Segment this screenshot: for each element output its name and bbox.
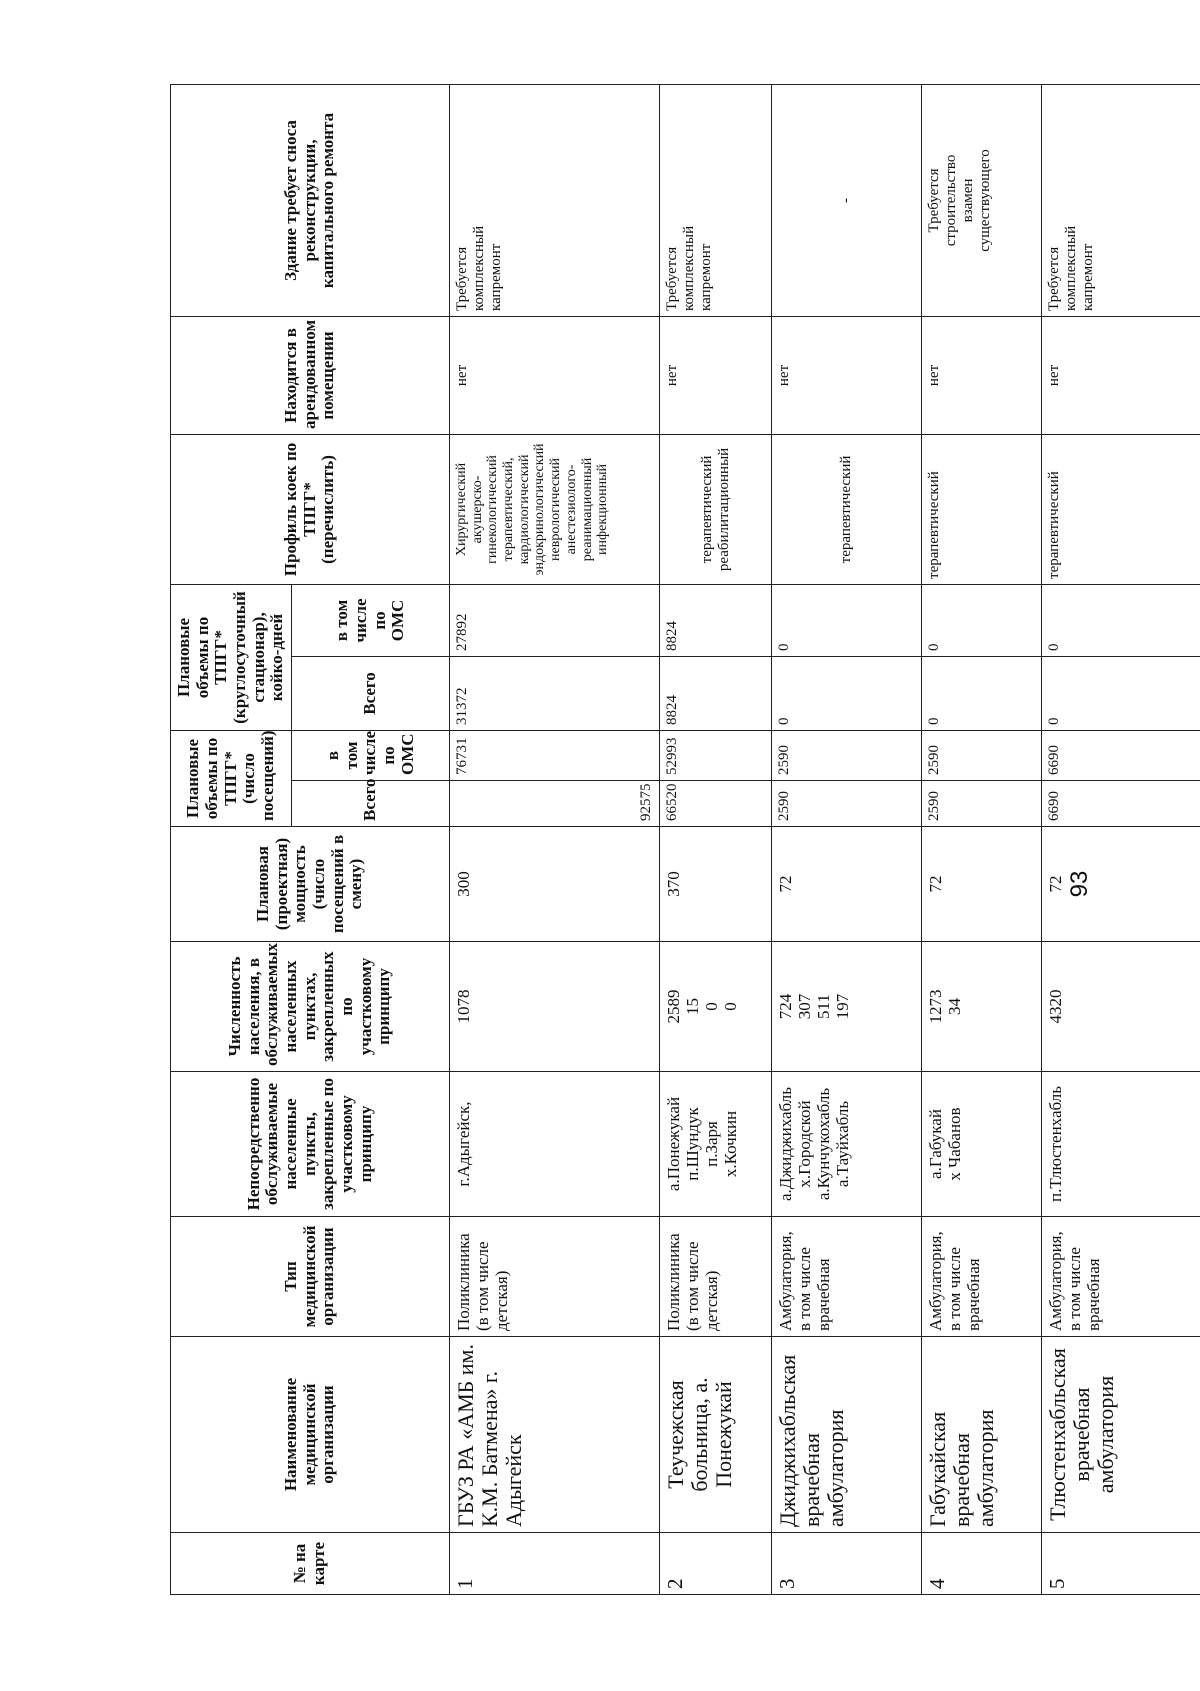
org-name: Джиджихабльская врачебная амбулатория: [772, 1337, 922, 1533]
table-row: [660, 84, 772, 1594]
beds-oms: 0: [1042, 584, 1200, 656]
population: 4320: [1042, 942, 1200, 1072]
beds-total: 31372: [450, 656, 660, 730]
org-name: Тлюстенхабльская врачебная амбулатория: [1042, 1337, 1200, 1533]
bed-profile: терапевтический: [1042, 434, 1200, 584]
header-visits-total: Всего: [292, 781, 450, 827]
served-points: п.Тлюстенхабль: [1042, 1072, 1200, 1217]
beds-total: 8824: [660, 656, 772, 730]
row-num: 4: [922, 1533, 1042, 1595]
repair-status: Требуется комплексный капремонт: [1042, 84, 1200, 316]
header-name: Наименование медицинской организации: [171, 1337, 450, 1533]
bed-profile: терапевтический реабилитационный: [660, 434, 772, 584]
rented: нет: [772, 316, 922, 434]
header-num: № на карте: [171, 1533, 450, 1595]
population: 2589 15 0 0: [660, 942, 772, 1072]
header-repair: Здание требует сноса реконструкции, капитального ремонта: [171, 84, 450, 316]
served-points: а.Понежукай п.Шундук п.Заря х.Кочкин: [660, 1072, 772, 1217]
rotated-page: [170, 85, 1180, 1595]
beds-oms: 8824: [660, 584, 772, 656]
page-number: 93: [1066, 870, 1094, 898]
header-visits-oms: в том числе по ОМС: [292, 730, 450, 780]
header-population: Численность населения, в обслуживаемых населенных пунктах, закрепленных по участковому принципу: [171, 942, 450, 1072]
org-type: Поликлиника (в том числе детская): [450, 1217, 660, 1337]
beds-oms: 0: [922, 584, 1042, 656]
visits-oms: 6690: [1042, 730, 1200, 780]
row-num: 2: [660, 1533, 772, 1595]
beds-total: 0: [922, 656, 1042, 730]
table-row: [922, 84, 1042, 1594]
repair-status: Требуется комплексный капремонт: [660, 84, 772, 316]
visits-total: 2590: [772, 781, 922, 827]
header-capacity: Плановая (проектная) мощность (число посещений в смену): [171, 827, 450, 942]
rented: нет: [922, 316, 1042, 434]
beds-oms: 27892: [450, 584, 660, 656]
visits-oms: 76731: [450, 730, 660, 780]
header-beds-total: Всего: [292, 656, 450, 730]
org-name: Теучежская больница, а. Понежукай: [660, 1337, 772, 1533]
rented: нет: [1042, 316, 1200, 434]
org-type: Поликлиника (в том числе детская): [660, 1217, 772, 1337]
served-points: а.Джиджихабль х.Городской а.Кунчукохабль а.Тауйхабль: [772, 1072, 922, 1217]
population: 1273 34: [922, 942, 1042, 1072]
visits-oms: 2590: [772, 730, 922, 780]
rented: нет: [450, 316, 660, 434]
capacity-value: 72: [1046, 875, 1066, 893]
visits-total: 66520: [660, 781, 772, 827]
repair-status: Требуется комплексный капремонт: [450, 84, 660, 316]
header-beds-oms: в том числе по ОМС: [292, 584, 450, 656]
capacity: [1042, 827, 1200, 942]
visits-total: 92575: [450, 781, 660, 827]
org-name: ГБУЗ РА «АМБ им. К.М. Батмена» г. Адыгейск: [450, 1337, 660, 1533]
repair-status: Требуется строительство взамен существующего: [922, 84, 1042, 316]
beds-total: 0: [1042, 656, 1200, 730]
served-points: г.Адыгейск,: [450, 1072, 660, 1217]
table-row: [772, 84, 922, 1594]
header-visits-group: Плановые объемы по ТПГГ* (число посещений): [171, 730, 292, 826]
visits-oms: 2590: [922, 730, 1042, 780]
served-points: а.Габукай х Чабанов: [922, 1072, 1042, 1217]
rented: нет: [660, 316, 772, 434]
capacity: 72: [772, 827, 922, 942]
visits-total: 6690: [1042, 781, 1200, 827]
population: 724 307 511 197: [772, 942, 922, 1072]
org-type: Амбулатория, в том числе врачебная: [772, 1217, 922, 1337]
table-row: [450, 84, 660, 1594]
header-bed-profile: Профиль коек по ТПГГ* (перечислить): [171, 434, 450, 584]
capacity: 300: [450, 827, 660, 942]
repair-status: -: [772, 84, 922, 316]
bed-profile: терапевтический: [772, 434, 922, 584]
population: 1078: [450, 942, 660, 1072]
header-rented: Находится в арендованном помещении: [171, 316, 450, 434]
visits-oms: 52993: [660, 730, 772, 780]
facilities-table: [170, 84, 1200, 1595]
capacity: 370: [660, 827, 772, 942]
visits-total: 2590: [922, 781, 1042, 827]
row-num: 3: [772, 1533, 922, 1595]
table-row: [1042, 84, 1200, 1594]
bed-profile: терапевтический: [922, 434, 1042, 584]
row-num: 5: [1042, 1533, 1200, 1595]
header-beds-group: Плановые объемы по ТПГГ* (круглосуточный стационар), койко-дней: [171, 584, 292, 730]
org-name: Габукайская врачебная амбулатория: [922, 1337, 1042, 1533]
bed-profile: Хирургический акушерско- гинекологический терапевтический, кардиологический эндокринологический неврологический анестезиолого- реанимационный инфекционный: [450, 434, 660, 584]
header-type: Тип медицинской организации: [171, 1217, 450, 1337]
header-points: Непосредственно обслуживаемые населенные пункты, закрепленные по участковому принципу: [171, 1072, 450, 1217]
org-type: Амбулатория, в том числе врачебная: [922, 1217, 1042, 1337]
beds-total: 0: [772, 656, 922, 730]
row-num: 1: [450, 1533, 660, 1595]
capacity: 72: [922, 827, 1042, 942]
beds-oms: 0: [772, 584, 922, 656]
org-type: Амбулатория, в том числе врачебная: [1042, 1217, 1200, 1337]
